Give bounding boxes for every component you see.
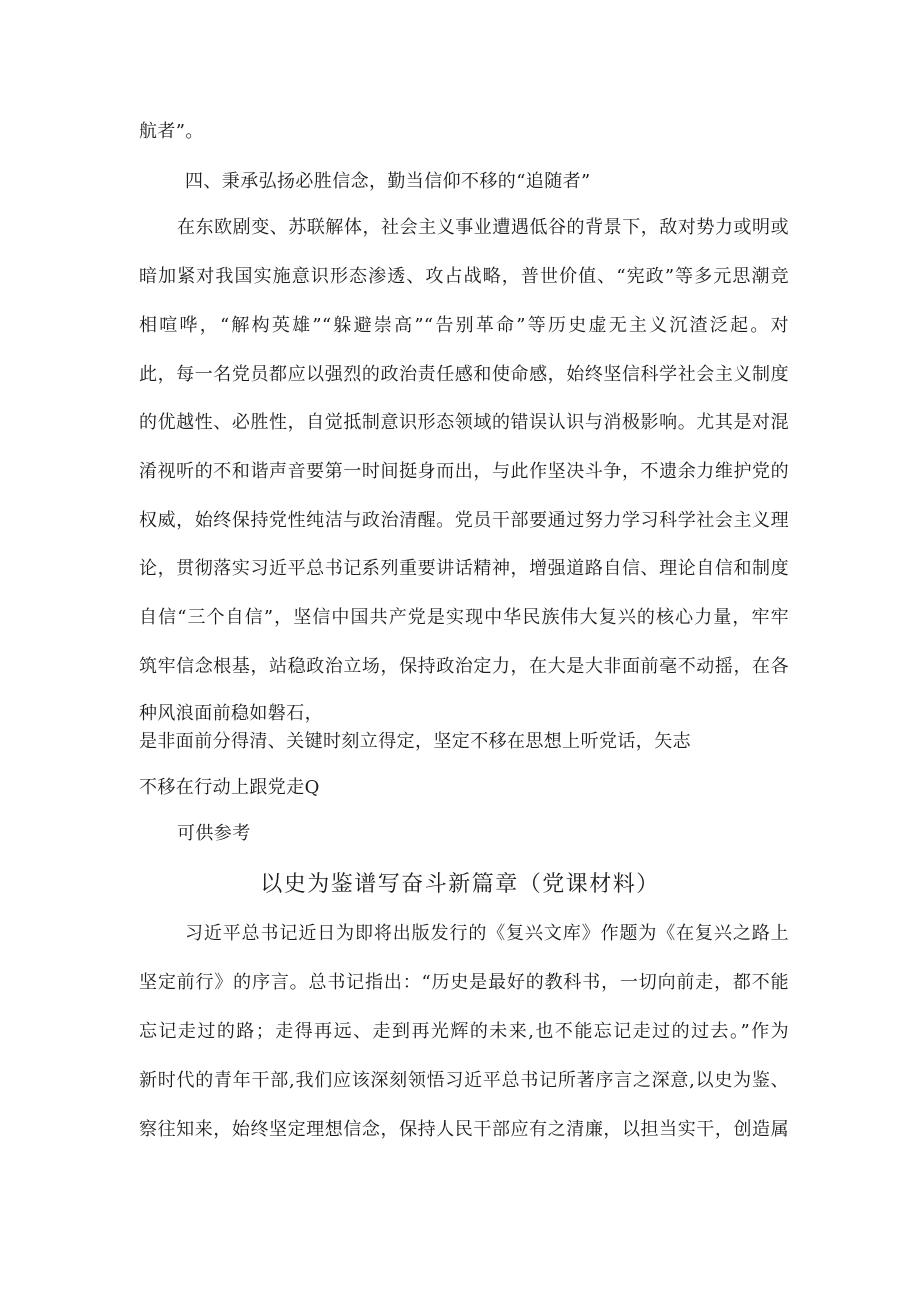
section-heading: 四、秉承弘扬必胜信念，勤当信仰不移的“追随者”	[185, 171, 591, 192]
paragraph-line: 坚定前行》的序言。总书记指出：“历史是最好的教科书，一切向前走，都不能	[139, 972, 789, 993]
paragraph-line: 种风浪面前稳如磐石，	[139, 703, 323, 724]
reference-note: 可供参考	[177, 823, 251, 844]
paragraph-line: 自信“三个自信”，坚信中国共产党是实现中华民族伟大复兴的核心力量，牢牢	[139, 607, 789, 628]
paragraph-line: 是非面前分得清、关键时刻立得定，坚定不移在思想上听党话，矢志	[139, 731, 691, 752]
paragraph-line: 察往知来，始终坚定理想信念，保持人民干部应有之清廉，以担当实干，创造属	[139, 1119, 789, 1140]
paragraph-line: 的优越性、必胜性，自觉抵制意识形态领域的错误认识与消极影响。尤其是对混	[139, 412, 789, 433]
paragraph-line: 在东欧剧变、苏联解体，社会主义事业遭遇低谷的背景下，敌对势力或明或	[177, 217, 789, 238]
document-title: 以史为鉴谱写奋斗新篇章（党课材料）	[260, 872, 660, 897]
paragraph-line: 相喧哗，“解构英雄”“躲避崇高”“告别革命”等历史虚无主义沉渣泛起。对	[139, 315, 789, 336]
paragraph-line: 新时代的青年干部,我们应该深刻领悟习近平总书记所著序言之深意,以史为鉴、	[139, 1070, 789, 1091]
paragraph-line: 筑牢信念根基，站稳政治立场，保持政治定力，在大是大非面前毫不动摇，在各	[139, 656, 789, 677]
paragraph-line: 此，每一名党员都应以强烈的政治责任感和使命感，始终坚信科学社会主义制度	[139, 364, 789, 385]
paragraph-line: 权威，始终保持党性纯洁与政治清醒。党员干部要通过努力学习科学社会主义理	[139, 510, 789, 531]
paragraph-line: 不移在行动上跟党走Q	[139, 777, 320, 798]
paragraph-line: 忘记走过的路；走得再远、走到再光辉的未来,也不能忘记走过的过去。”作为	[139, 1021, 789, 1042]
paragraph-line: 暗加紧对我国实施意识形态渗透、攻占战略，普世价值、“宪政”等多元思潮竞	[139, 266, 789, 287]
paragraph-line: 淆视听的不和谐声音要第一时间挺身而出，与此作坚决斗争，不遗余力维护党的	[139, 461, 789, 482]
paragraph-line: 论，贯彻落实习近平总书记系列重要讲话精神，增强道路自信、理论自信和制度	[139, 558, 789, 579]
paragraph-continuation: 航者”。	[139, 121, 204, 142]
paragraph-line: 习近平总书记近日为即将出版发行的《复兴文库》作题为《在复兴之路上	[185, 923, 789, 944]
